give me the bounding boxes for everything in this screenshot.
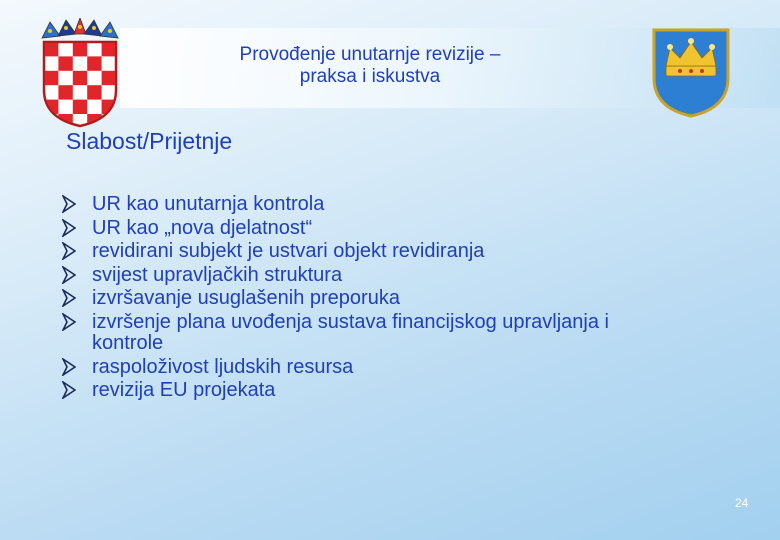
- arrow-bullet-icon: [62, 289, 76, 307]
- slide-title-line-1: Provođenje unutarnje revizije –: [239, 44, 501, 65]
- list-item: [62, 288, 682, 310]
- arrow-bullet-icon: [62, 381, 76, 399]
- bullet-text: UR kao „nova djelatnost“: [92, 216, 313, 239]
- list-item: [62, 312, 682, 355]
- bullet-text: revidirani subjekt je ustvari objekt revidiranja: [92, 240, 485, 262]
- bullet-text: izvršenje plana uvođenja sustava financijskog upravljanja i kontrole: [92, 310, 609, 354]
- arrow-bullet-icon: [62, 195, 76, 213]
- list-item: [62, 194, 682, 216]
- slide-title-line-2: praksa i iskustva: [299, 66, 441, 87]
- list-item: [62, 357, 682, 379]
- arrow-bullet-icon: [62, 266, 76, 284]
- slide-title: [150, 44, 590, 88]
- arrow-bullet-icon: [62, 313, 76, 331]
- section-heading: Slabost/Prijetnje: [66, 128, 233, 154]
- arrow-bullet-icon: [62, 242, 76, 260]
- list-item: [62, 241, 682, 263]
- bullet-text: svijest upravljačkih struktura: [92, 263, 343, 286]
- list-item: [62, 380, 682, 402]
- bullet-list: [62, 194, 682, 404]
- list-item: [62, 265, 682, 287]
- bullet-text: revizija EU projekata: [92, 379, 276, 401]
- bullet-text: UR kao unutarnja kontrola: [92, 193, 325, 215]
- page-number: 24: [735, 496, 749, 510]
- bullet-text: raspoloživost ljudskih resursa: [92, 355, 354, 378]
- arrow-bullet-icon: [62, 219, 76, 237]
- croatia-coat-of-arms-icon: [38, 18, 122, 128]
- arrow-bullet-icon: [62, 358, 76, 376]
- bullet-text: izvršavanje usuglašenih preporuka: [92, 287, 400, 309]
- town-coat-of-arms-icon: [650, 26, 732, 118]
- list-item: [62, 218, 682, 240]
